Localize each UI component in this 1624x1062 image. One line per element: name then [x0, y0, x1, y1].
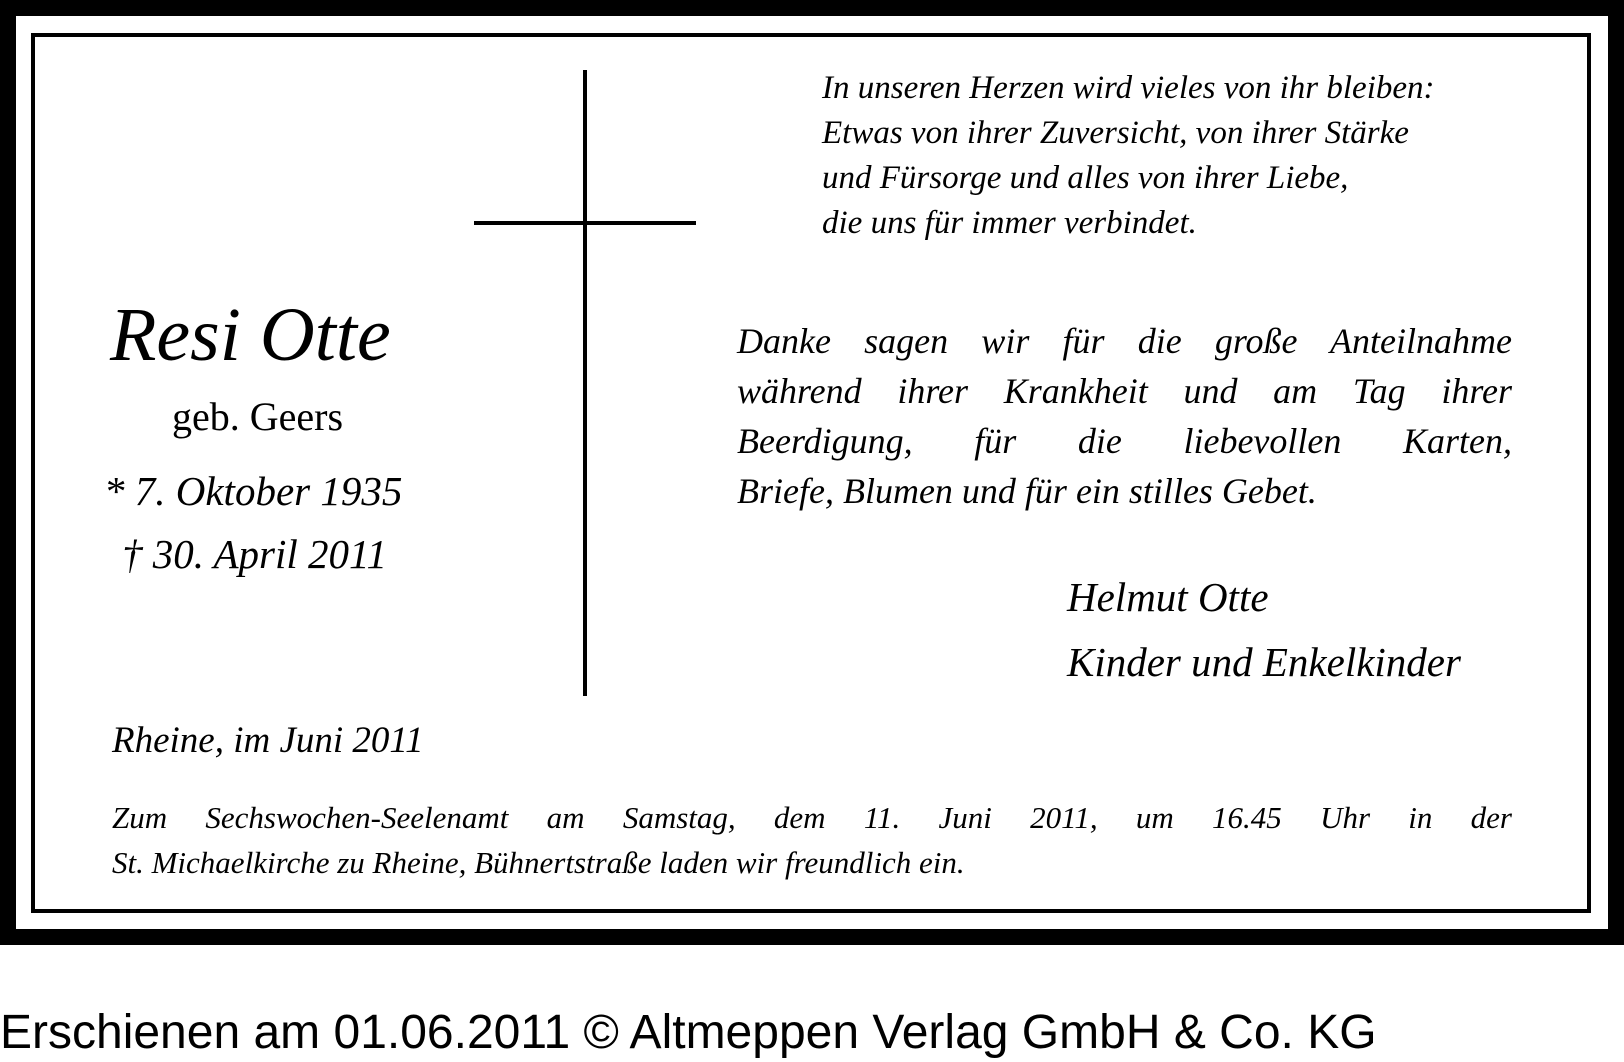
birth-date: * 7. Oktober 1935 [104, 468, 403, 514]
poem-line: und Fürsorge und alles von ihrer Liebe, [822, 160, 1349, 196]
service-line: St. Michaelkirche zu Rheine, Bühnertstraße laden wir freundlich ein. [112, 845, 965, 880]
service-line: Zum Sechswochen-Seelenamt am Samstag, dem 11. Juni 2011, um 16.45 Uhr in der [112, 800, 1512, 835]
service-invitation [112, 795, 1512, 885]
poem-line: Etwas von ihrer Zuversicht, von ihrer Stärke [822, 115, 1409, 151]
death-date: † 30. April 2011 [122, 531, 387, 577]
signer-name: Helmut Otte [1067, 574, 1269, 620]
thanks-line: während ihrer Krankheit und am Tag ihrer [737, 371, 1512, 411]
poem-line: In unseren Herzen wird vieles von ihr bleiben: [822, 70, 1435, 106]
poem-line: die uns für immer verbindet. [822, 205, 1197, 241]
thanks-text [737, 316, 1512, 516]
born-name: geb. Geers [172, 394, 344, 439]
thanks-line: Briefe, Blumen und für ein stilles Gebet. [737, 471, 1317, 511]
signer-family: Kinder und Enkelkinder [1067, 639, 1461, 685]
poem [822, 66, 1435, 246]
thanks-line: Beerdigung, für die liebevollen Karten, [737, 421, 1512, 461]
thanks-line: Danke sagen wir für die große Anteilnahme [737, 321, 1512, 361]
deceased-name: Resi Otte [110, 293, 391, 377]
place-date: Rheine, im Juni 2011 [112, 720, 424, 761]
publication-credit: Erschienen am 01.06.2011 © Altmeppen Verlag GmbH & Co. KG [0, 1006, 1377, 1059]
cross-vertical-bar [583, 70, 587, 696]
cross-horizontal-bar [474, 221, 696, 225]
